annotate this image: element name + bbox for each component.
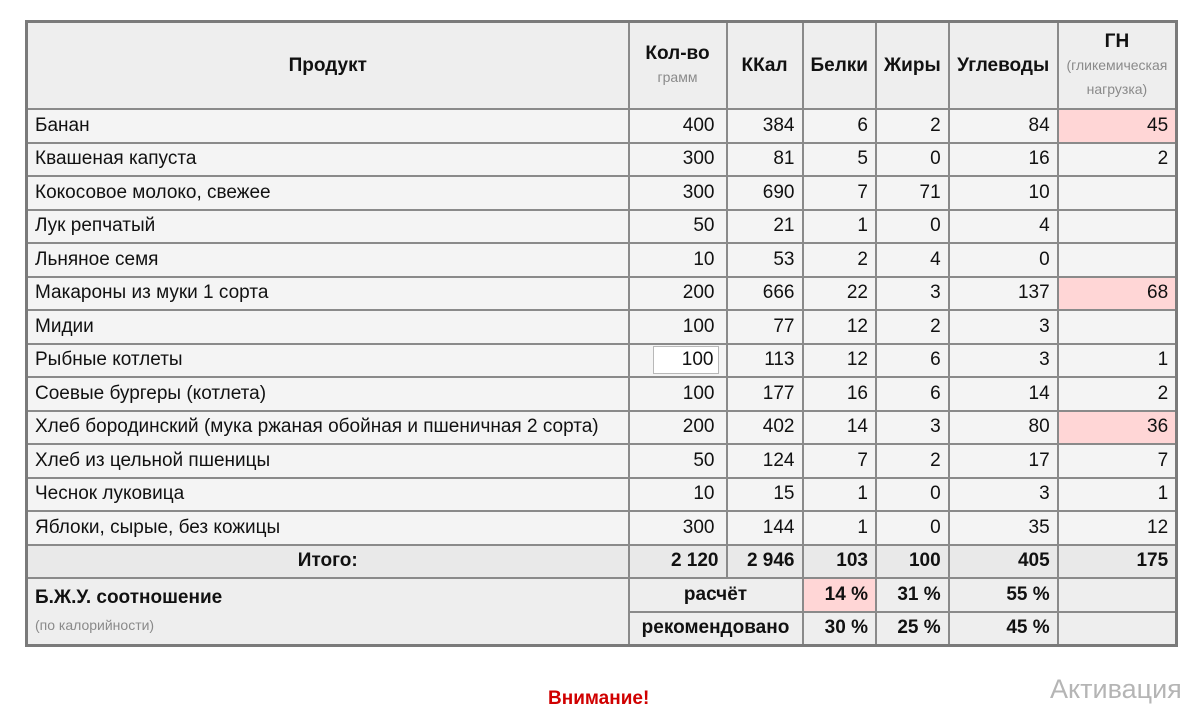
- protein-cell: 22: [803, 277, 876, 311]
- protein-cell: 14: [803, 411, 876, 445]
- gl-cell: [1058, 243, 1177, 277]
- protein-cell: 7: [803, 444, 876, 478]
- gl-cell: 7: [1058, 444, 1177, 478]
- header-qty-unit: грамм: [657, 68, 698, 85]
- fat-cell: 2: [876, 310, 949, 344]
- qty-input[interactable]: 10: [693, 248, 715, 270]
- carbs-cell: 16: [949, 143, 1058, 177]
- kcal-cell: 81: [727, 143, 803, 177]
- qty-cell: [629, 411, 727, 445]
- carbs-cell: 10: [949, 176, 1058, 210]
- qty-input[interactable]: 100: [682, 315, 715, 337]
- fat-cell: 2: [876, 444, 949, 478]
- carbs-cell: 3: [949, 478, 1058, 512]
- qty-cell: [629, 377, 727, 411]
- fat-cell: 6: [876, 377, 949, 411]
- product-name: Хлеб из цельной пшеницы: [27, 444, 629, 478]
- product-name: Яблоки, сырые, без кожицы: [27, 511, 629, 545]
- header-carbs: Углеводы: [949, 22, 1058, 110]
- kcal-cell: 666: [727, 277, 803, 311]
- total-protein: 103: [803, 545, 876, 579]
- protein-cell: 1: [803, 478, 876, 512]
- table-row: [27, 444, 1177, 478]
- qty-cell: [629, 277, 727, 311]
- total-kcal: 2 946: [727, 545, 803, 579]
- bju-calc-row: [27, 578, 1177, 612]
- gl-cell: 1: [1058, 478, 1177, 512]
- nutrition-table: [25, 20, 1178, 647]
- product-name: Банан: [27, 109, 629, 143]
- qty-input[interactable]: 200: [682, 416, 715, 438]
- fat-cell: 2: [876, 109, 949, 143]
- bju-calc-protein: 14 %: [803, 578, 876, 612]
- qty-input[interactable]: 100: [682, 382, 715, 404]
- header-kcal: ККал: [727, 22, 803, 110]
- qty-input[interactable]: 400: [682, 114, 715, 136]
- fat-cell: 3: [876, 411, 949, 445]
- qty-cell: [629, 444, 727, 478]
- carbs-cell: 17: [949, 444, 1058, 478]
- qty-cell: [629, 310, 727, 344]
- kcal-cell: 113: [727, 344, 803, 378]
- protein-cell: 12: [803, 344, 876, 378]
- qty-cell: [629, 176, 727, 210]
- carbs-cell: 14: [949, 377, 1058, 411]
- total-row: [27, 545, 1177, 579]
- bju-rec-label: рекомендовано: [629, 612, 803, 646]
- fat-cell: 3: [876, 277, 949, 311]
- bju-subtitle: (по калорийности): [35, 616, 155, 633]
- bju-rec-fat: 25 %: [876, 612, 949, 646]
- bju-label: [27, 578, 629, 646]
- gl-cell: 1: [1058, 344, 1177, 378]
- qty-input[interactable]: 200: [682, 282, 715, 304]
- header-row: [27, 22, 1177, 110]
- total-carbs: 405: [949, 545, 1058, 579]
- table-row: [27, 176, 1177, 210]
- protein-cell: 12: [803, 310, 876, 344]
- header-qty: Кол-во грамм: [629, 22, 727, 110]
- kcal-cell: 177: [727, 377, 803, 411]
- protein-cell: 5: [803, 143, 876, 177]
- bju-title: Б.Ж.У. соотношение: [35, 586, 223, 608]
- carbs-cell: 3: [949, 310, 1058, 344]
- kcal-cell: 690: [727, 176, 803, 210]
- gl-cell: [1058, 210, 1177, 244]
- gl-cell: [1058, 176, 1177, 210]
- qty-cell: [629, 143, 727, 177]
- total-fat: 100: [876, 545, 949, 579]
- table-row: [27, 143, 1177, 177]
- bju-rec-carbs: 45 %: [949, 612, 1058, 646]
- qty-cell: [629, 478, 727, 512]
- kcal-cell: 21: [727, 210, 803, 244]
- product-name: Хлеб бородинский (мука ржаная обойная и пшеничная 2 сорта): [27, 411, 629, 445]
- qty-input[interactable]: 50: [693, 215, 715, 237]
- carbs-cell: 84: [949, 109, 1058, 143]
- fat-cell: 0: [876, 210, 949, 244]
- qty-cell: [629, 511, 727, 545]
- header-gl-sub: (гликемическая нагрузка): [1066, 56, 1168, 97]
- protein-cell: 16: [803, 377, 876, 411]
- qty-input[interactable]: 300: [682, 148, 715, 170]
- header-gl: ГН (гликемическая нагрузка): [1058, 22, 1177, 110]
- table-row: [27, 377, 1177, 411]
- table-row: [27, 243, 1177, 277]
- qty-input[interactable]: 50: [693, 449, 715, 471]
- bju-calc-fat: 31 %: [876, 578, 949, 612]
- table-row: [27, 277, 1177, 311]
- carbs-cell: 4: [949, 210, 1058, 244]
- kcal-cell: 402: [727, 411, 803, 445]
- product-name: Мидии: [27, 310, 629, 344]
- qty-cell: [629, 109, 727, 143]
- qty-cell: [629, 243, 727, 277]
- qty-input[interactable]: 300: [682, 181, 715, 203]
- protein-cell: 6: [803, 109, 876, 143]
- gl-cell: 36: [1058, 411, 1177, 445]
- qty-input[interactable]: 100: [653, 346, 719, 374]
- product-name: Соевые бургеры (котлета): [27, 377, 629, 411]
- qty-input[interactable]: 300: [682, 516, 715, 538]
- bju-calc-carbs: 55 %: [949, 578, 1058, 612]
- table-row: [27, 478, 1177, 512]
- kcal-cell: 77: [727, 310, 803, 344]
- fat-cell: 0: [876, 511, 949, 545]
- carbs-cell: 0: [949, 243, 1058, 277]
- total-label: Итого:: [27, 545, 629, 579]
- bju-rec-protein: 30 %: [803, 612, 876, 646]
- qty-input[interactable]: 10: [693, 483, 715, 505]
- product-name: Льняное семя: [27, 243, 629, 277]
- total-qty: 2 120: [629, 545, 727, 579]
- protein-cell: 1: [803, 511, 876, 545]
- header-product: Продукт: [27, 22, 629, 110]
- product-name: Квашеная капуста: [27, 143, 629, 177]
- gl-cell: 12: [1058, 511, 1177, 545]
- header-fat: Жиры: [876, 22, 949, 110]
- fat-cell: 6: [876, 344, 949, 378]
- kcal-cell: 53: [727, 243, 803, 277]
- product-name: Чеснок луковица: [27, 478, 629, 512]
- kcal-cell: 15: [727, 478, 803, 512]
- bju-calc-label: расчёт: [629, 578, 803, 612]
- protein-cell: 7: [803, 176, 876, 210]
- table-row: [27, 511, 1177, 545]
- fat-cell: 71: [876, 176, 949, 210]
- product-name: Кокосовое молоко, свежее: [27, 176, 629, 210]
- table-row: [27, 109, 1177, 143]
- table-row: [27, 411, 1177, 445]
- kcal-cell: 124: [727, 444, 803, 478]
- protein-cell: 2: [803, 243, 876, 277]
- gl-cell: [1058, 310, 1177, 344]
- carbs-cell: 137: [949, 277, 1058, 311]
- fat-cell: 0: [876, 478, 949, 512]
- bju-calc-empty: [1058, 578, 1177, 612]
- bju-rec-empty: [1058, 612, 1177, 646]
- fat-cell: 0: [876, 143, 949, 177]
- product-name: Лук репчатый: [27, 210, 629, 244]
- kcal-cell: 144: [727, 511, 803, 545]
- qty-cell: [629, 344, 727, 378]
- carbs-cell: 3: [949, 344, 1058, 378]
- warning-heading: Внимание!: [548, 688, 650, 709]
- gl-cell: 2: [1058, 377, 1177, 411]
- total-gl: 175: [1058, 545, 1177, 579]
- gl-cell: 2: [1058, 143, 1177, 177]
- gl-cell: 45: [1058, 109, 1177, 143]
- product-name: Макароны из муки 1 сорта: [27, 277, 629, 311]
- windows-activation-watermark: Активация: [1050, 674, 1182, 704]
- carbs-cell: 35: [949, 511, 1058, 545]
- header-protein: Белки: [803, 22, 876, 110]
- kcal-cell: 384: [727, 109, 803, 143]
- table-row: [27, 210, 1177, 244]
- carbs-cell: 80: [949, 411, 1058, 445]
- table-row: [27, 344, 1177, 378]
- protein-cell: 1: [803, 210, 876, 244]
- gl-cell: 68: [1058, 277, 1177, 311]
- qty-cell: [629, 210, 727, 244]
- product-name: Рыбные котлеты: [27, 344, 629, 378]
- table-row: [27, 310, 1177, 344]
- fat-cell: 4: [876, 243, 949, 277]
